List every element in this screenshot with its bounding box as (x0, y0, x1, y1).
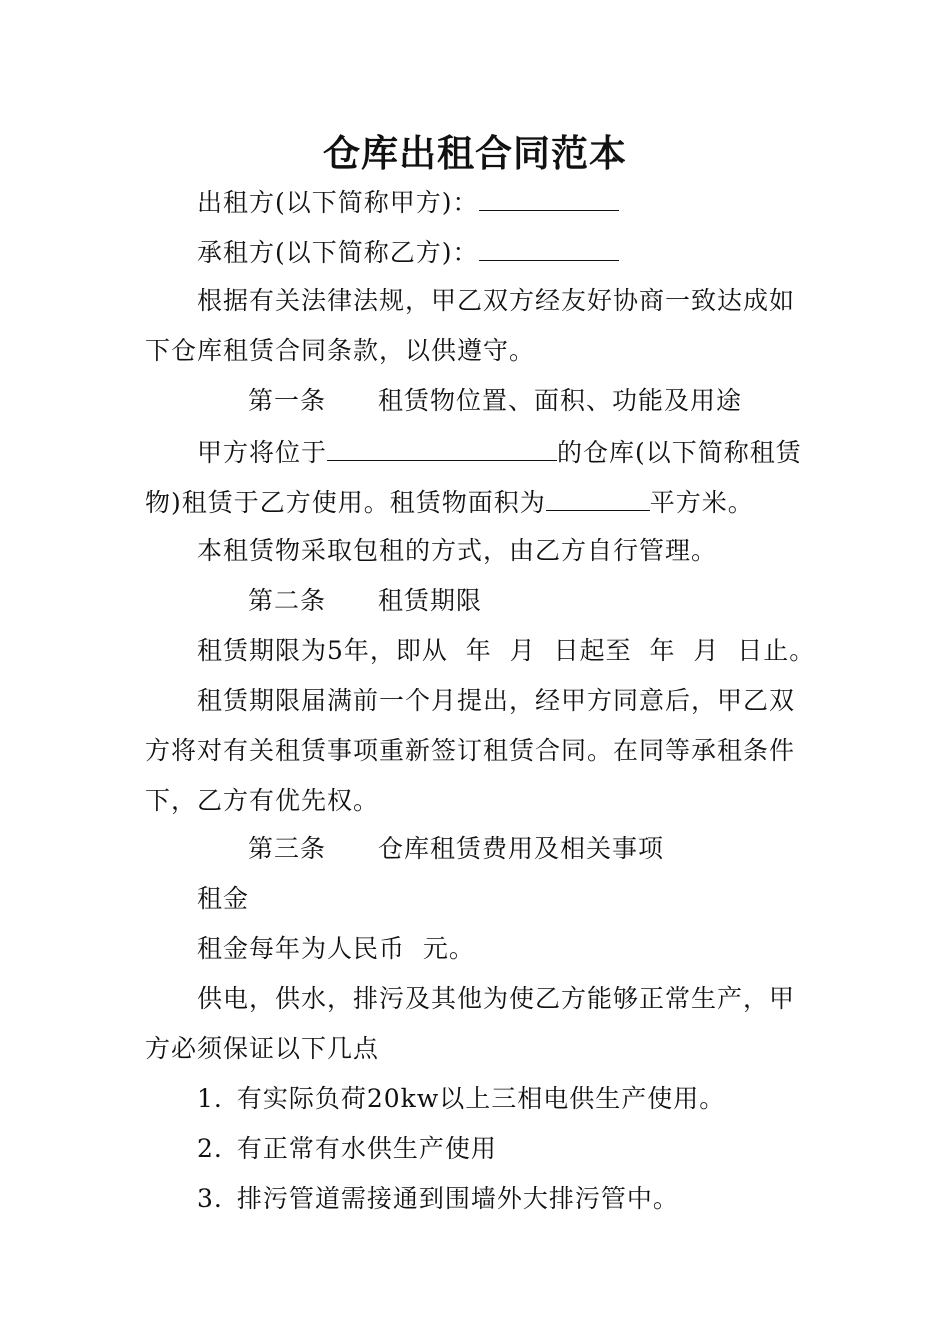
list-item-1 (197, 1082, 725, 1116)
list-item-3-number: 3. (197, 1184, 223, 1213)
lessee-label: 承租方(以下简称乙方)： (197, 238, 479, 267)
lessor-blank (479, 184, 619, 211)
rent-text: 租金每年为人民币 元。 (197, 934, 475, 963)
a1-p1-text-c: 物)租赁于乙方使用。租赁物面积为 (145, 488, 546, 517)
list-item-3 (197, 1182, 679, 1216)
article-2-number: 第二条 (248, 586, 327, 615)
article-3-title: 仓库租赁费用及相关事项 (378, 834, 665, 863)
article-3-number: 第三条 (248, 834, 327, 863)
article-1-number: 第一条 (248, 386, 327, 415)
a1-p1-text-a: 甲方将位于 (197, 438, 328, 467)
a1-p2: 本租赁物采取包租的方式，由乙方自行管理。 (197, 536, 718, 565)
a1-p1-text-b: 的仓库(以下简称租赁 (557, 438, 802, 467)
intro-line-1: 根据有关法律法规，甲乙双方经友好协商一致达成如 (197, 286, 796, 315)
list-item-2 (197, 1132, 497, 1166)
article-2-title: 租赁期限 (378, 586, 483, 615)
intro-line-2: 下仓库租赁合同条款，以供遵守。 (145, 336, 536, 365)
lessor-line (197, 184, 619, 220)
list-item-2-text: 有正常有水供生产使用 (236, 1134, 497, 1163)
a2-p1: 租赁期限为5年，即从 年 月 日起至 年 月 日止。 (197, 636, 816, 665)
lessee-line (197, 234, 619, 270)
a2-p2-line-3: 下，乙方有优先权。 (145, 786, 380, 815)
lessee-blank (479, 234, 619, 261)
a3-p2-line-1: 供电，供水，排污及其他为使乙方能够正常生产，甲 (197, 984, 796, 1013)
document-title: 仓库出租合同范本 (323, 131, 627, 175)
area-blank (546, 484, 650, 511)
list-item-1-number: 1. (197, 1084, 223, 1113)
location-blank (327, 434, 557, 461)
a2-p2-line-2: 方将对有关租赁事项重新签订租赁合同。在同等承租条件 (145, 736, 796, 765)
lessor-label: 出租方(以下简称甲方)： (197, 188, 479, 217)
a3-p2-line-2: 方必须保证以下几点 (145, 1034, 380, 1063)
article-3-heading (248, 832, 664, 866)
list-item-3-text: 排污管道需接通到围墙外大排污管中。 (236, 1184, 679, 1213)
rent-heading: 租金 (197, 884, 250, 913)
article-1-title: 租赁物位置、面积、功能及用途 (378, 386, 743, 415)
list-item-2-number: 2. (197, 1134, 223, 1163)
article-2-heading (248, 584, 482, 618)
list-item-1-text: 有实际负荷20kw以上三相电供生产使用。 (236, 1084, 726, 1113)
a1-p1-line-1 (197, 434, 802, 470)
a1-p1-text-d: 平方米。 (649, 488, 754, 517)
a1-p1-line-2 (145, 484, 754, 520)
article-1-heading (248, 384, 742, 418)
a2-p2-line-1: 租赁期限届满前一个月提出，经甲方同意后，甲乙双 (197, 686, 796, 715)
